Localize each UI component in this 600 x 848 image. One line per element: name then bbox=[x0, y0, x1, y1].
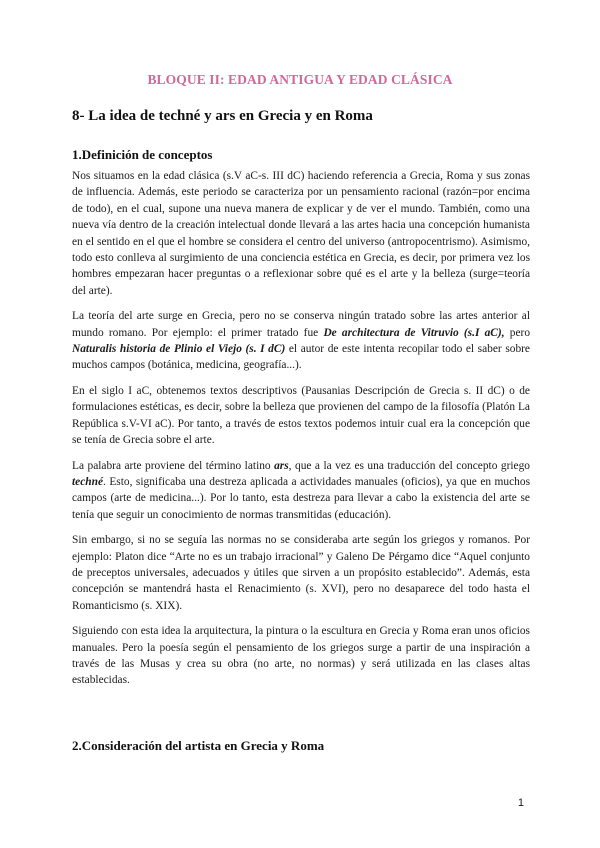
body-text-block-1 bbox=[72, 168, 530, 698]
paragraph-2-text-a: La teoría del arte surge en Grecia, pero no se conserva ningún tratado sobre las artes anterior al mundo romano. Por ejemplo: el primer tratado fue bbox=[72, 310, 530, 339]
paragraph-4-text-a: La palabra arte proviene del término latino bbox=[72, 459, 275, 472]
paragraph-4-text-c: , que a la vez es una traducción del concepto griego bbox=[288, 459, 530, 472]
paragraph-6: Siguiendo con esta idea la arquitectura, la pintura o la escultura en Grecia y Roma eran unos oficios manuales. Pero la poesía según el pensamiento de los griegos surge a partir de una inspiración a través de las Musas y crea su obra (no arte, no normas) y será utilizada en las clases altas establecidas. bbox=[72, 625, 530, 687]
paragraph-2 bbox=[72, 308, 530, 374]
paragraph-1: Nos situamos en la edad clásica (s.V aC-s. III dC) haciendo referencia a Grecia, Roma y sus zonas de influencia. Además, este periodo se caracteriza por un pensamiento racional (razón=por encima de todo), en el cual, supone una nueva manera de explicar y de ver el mundo. También, como una nueva vía dentro de la creación intelectual donde llevará a las artes hacia una concepción humanista en el sentido en el que el hombre se considera el centro del universo (antropocentrismo). Asimismo, todo esto conlleva al surgimiento de una conciencia estética en Grecia, es decir, por primera vez los hombres empezaran hacer preguntas o a reflexionar sobre qué es el arte y la belleza (surge=teoría del arte). bbox=[72, 170, 530, 297]
page-number: 1 bbox=[517, 797, 524, 809]
paragraph-4-term-techne: techné bbox=[72, 475, 104, 488]
paragraph-4-term-ars: ars bbox=[274, 459, 289, 472]
paragraph-3: En el siglo I aC, obtenemos textos descriptivos (Pausanias Descripción de Grecia s. II dC) o de formulaciones estéticas, es decir, sobre la belleza que provienen del campo de la filosofía (Platón La República s.V-VI aC). Por tanto, a través de estos textos podemos intuir cual era la concepción que se tenía de Grecia sobre el arte. bbox=[72, 384, 530, 447]
bloque-title: BLOQUE II: EDAD ANTIGUA Y EDAD CLÁSICA bbox=[147, 72, 453, 87]
paragraph-4 bbox=[72, 458, 530, 524]
section-title: 8- La idea de techné y ars en Grecia y en Roma bbox=[72, 108, 373, 124]
subsection-title-1: 1.Definición de conceptos bbox=[72, 147, 213, 162]
paragraph-2-book-vitruvio: De architectura de Vitruvio (s.I aC), bbox=[323, 326, 505, 339]
paragraph-4-text-e: . Esto, significaba una destreza aplicada a actividades manuales (oficios), ya que en muchos campos (arte de medicina...). Por lo tanto, esta destreza para llevar a cabo la existencia del arte se tenía que seguir un conocimiento de normas transmitidas (educación). bbox=[72, 475, 530, 521]
paragraph-2-text-c: pero bbox=[504, 326, 531, 339]
subsection-title-2: 2.Consideración del artista en Grecia y Roma bbox=[72, 738, 325, 753]
paragraph-2-text-e: el autor de este intenta recopilar todo el saber sobre muchos campos (botánica, medicina, geografía...). bbox=[72, 343, 530, 372]
paragraph-2-book-plinio: Naturalis historia de Plinio el Viejo (s. I dC) bbox=[72, 343, 286, 356]
paragraph-5: Sin embargo, si no se seguía las normas no se consideraba arte según los griegos y romanos. Por ejemplo: Platon dice “Arte no es un trabajo irracional” y Galeno De Pérgamo dice “Aquel conjunto de preceptos universales, adecuados y útiles que sirven a un propósito establecido”. Además, esta concepción se mantendrá hasta el Renacimiento (s. XVI), pero no desaparece del todo hasta el Romanticismo (s. XIX). bbox=[72, 534, 530, 612]
